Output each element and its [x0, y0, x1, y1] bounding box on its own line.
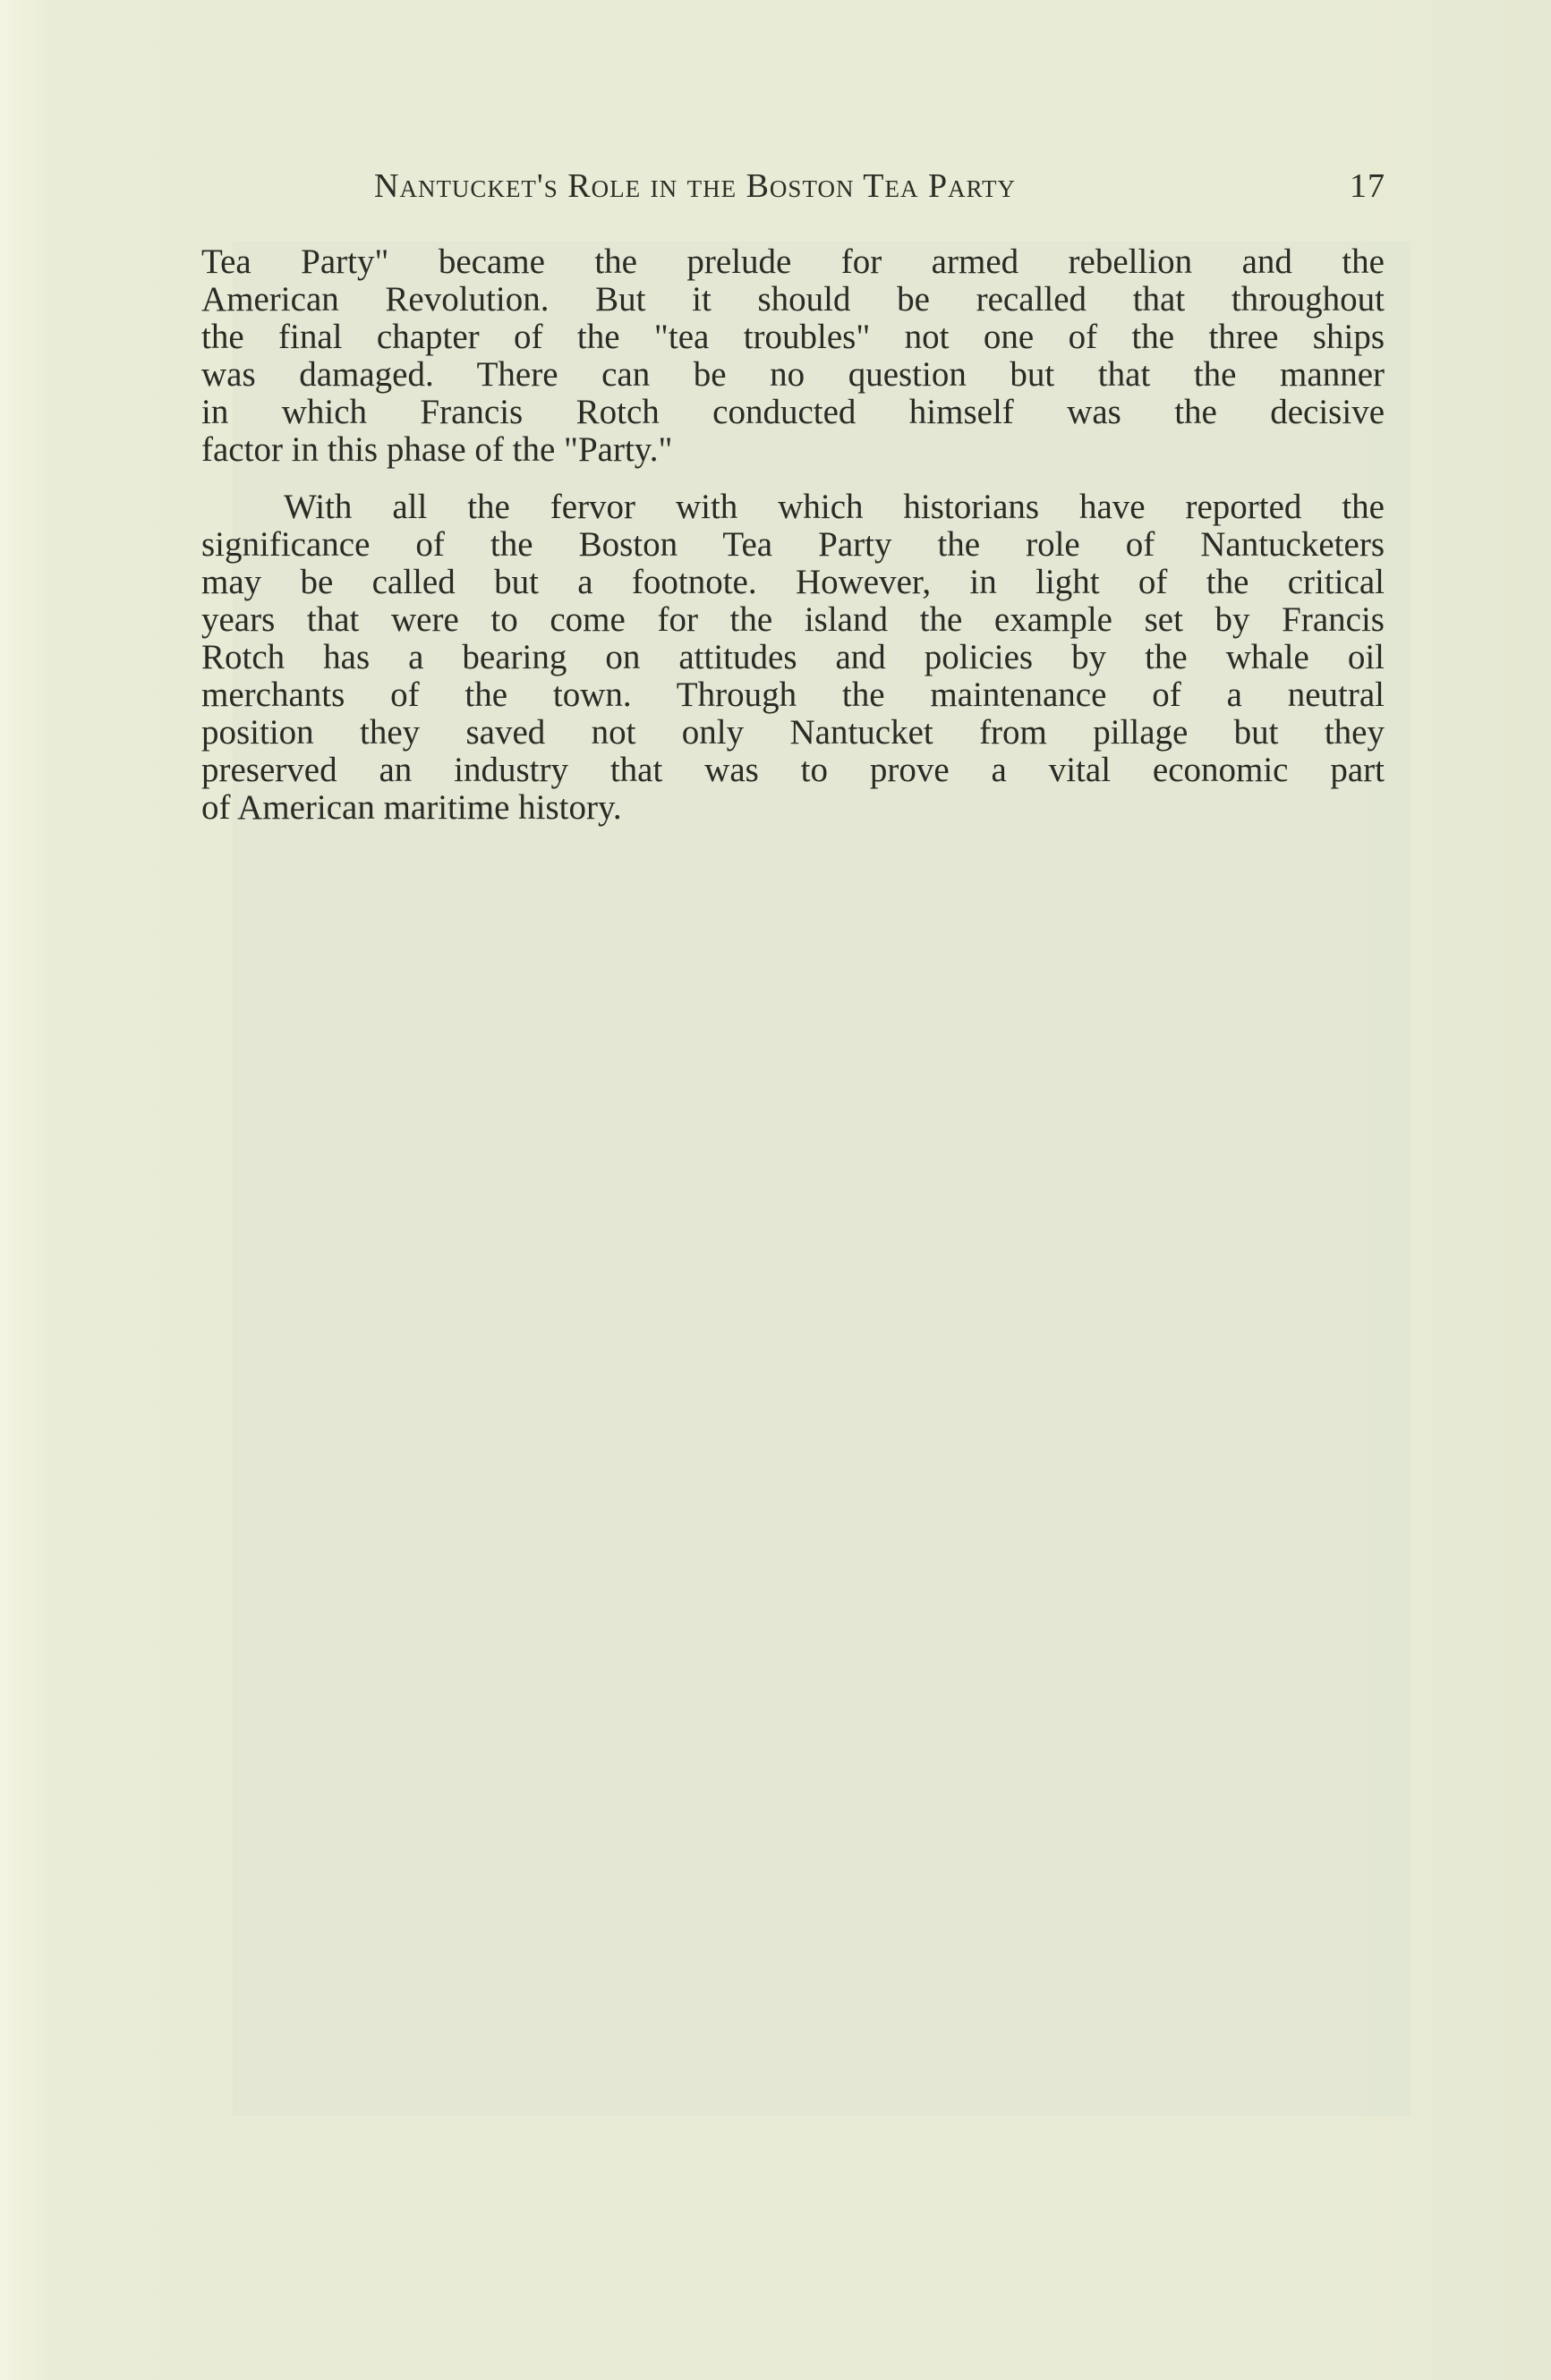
- text-line: factor in this phase of the "Party.": [201, 430, 673, 469]
- body-text: [201, 243, 1385, 827]
- text-line: of American maritime history.: [201, 788, 622, 827]
- running-title: Nantucket's Role in the Boston Tea Party: [374, 167, 1016, 205]
- text-line: preserved an industry that was to prove a vital economic part: [201, 751, 1385, 789]
- paragraph-1: [201, 243, 1385, 469]
- text-line: position they saved not only Nantucket from pillage but they: [201, 713, 1385, 752]
- text-line: the final chapter of the "tea troubles" not one of the three ships: [201, 318, 1385, 356]
- text-line: Rotch has a bearing on attitudes and policies by the whale oil: [201, 638, 1385, 676]
- text-line: may be called but a footnote. However, in light of the critical: [201, 563, 1385, 601]
- text-line: in which Francis Rotch conducted himself was the decisive: [201, 393, 1385, 431]
- text-line: American Revolution. But it should be recalled that throughout: [201, 280, 1385, 319]
- text-line: years that were to come for the island the example set by Francis: [201, 600, 1385, 639]
- text-line: Tea Party" became the prelude for armed rebellion and the: [201, 242, 1385, 281]
- running-header: [374, 166, 1385, 211]
- paragraph-2: [201, 489, 1385, 827]
- page-number: 17: [1350, 167, 1385, 205]
- text-line: was damaged. There can be no question but that the manner: [201, 355, 1385, 394]
- text-line: With all the fervor with which historians have reported the: [284, 488, 1385, 526]
- text-line: significance of the Boston Tea Party the role of Nantucketers: [201, 525, 1385, 564]
- text-line: merchants of the town. Through the maintenance of a neutral: [201, 676, 1385, 714]
